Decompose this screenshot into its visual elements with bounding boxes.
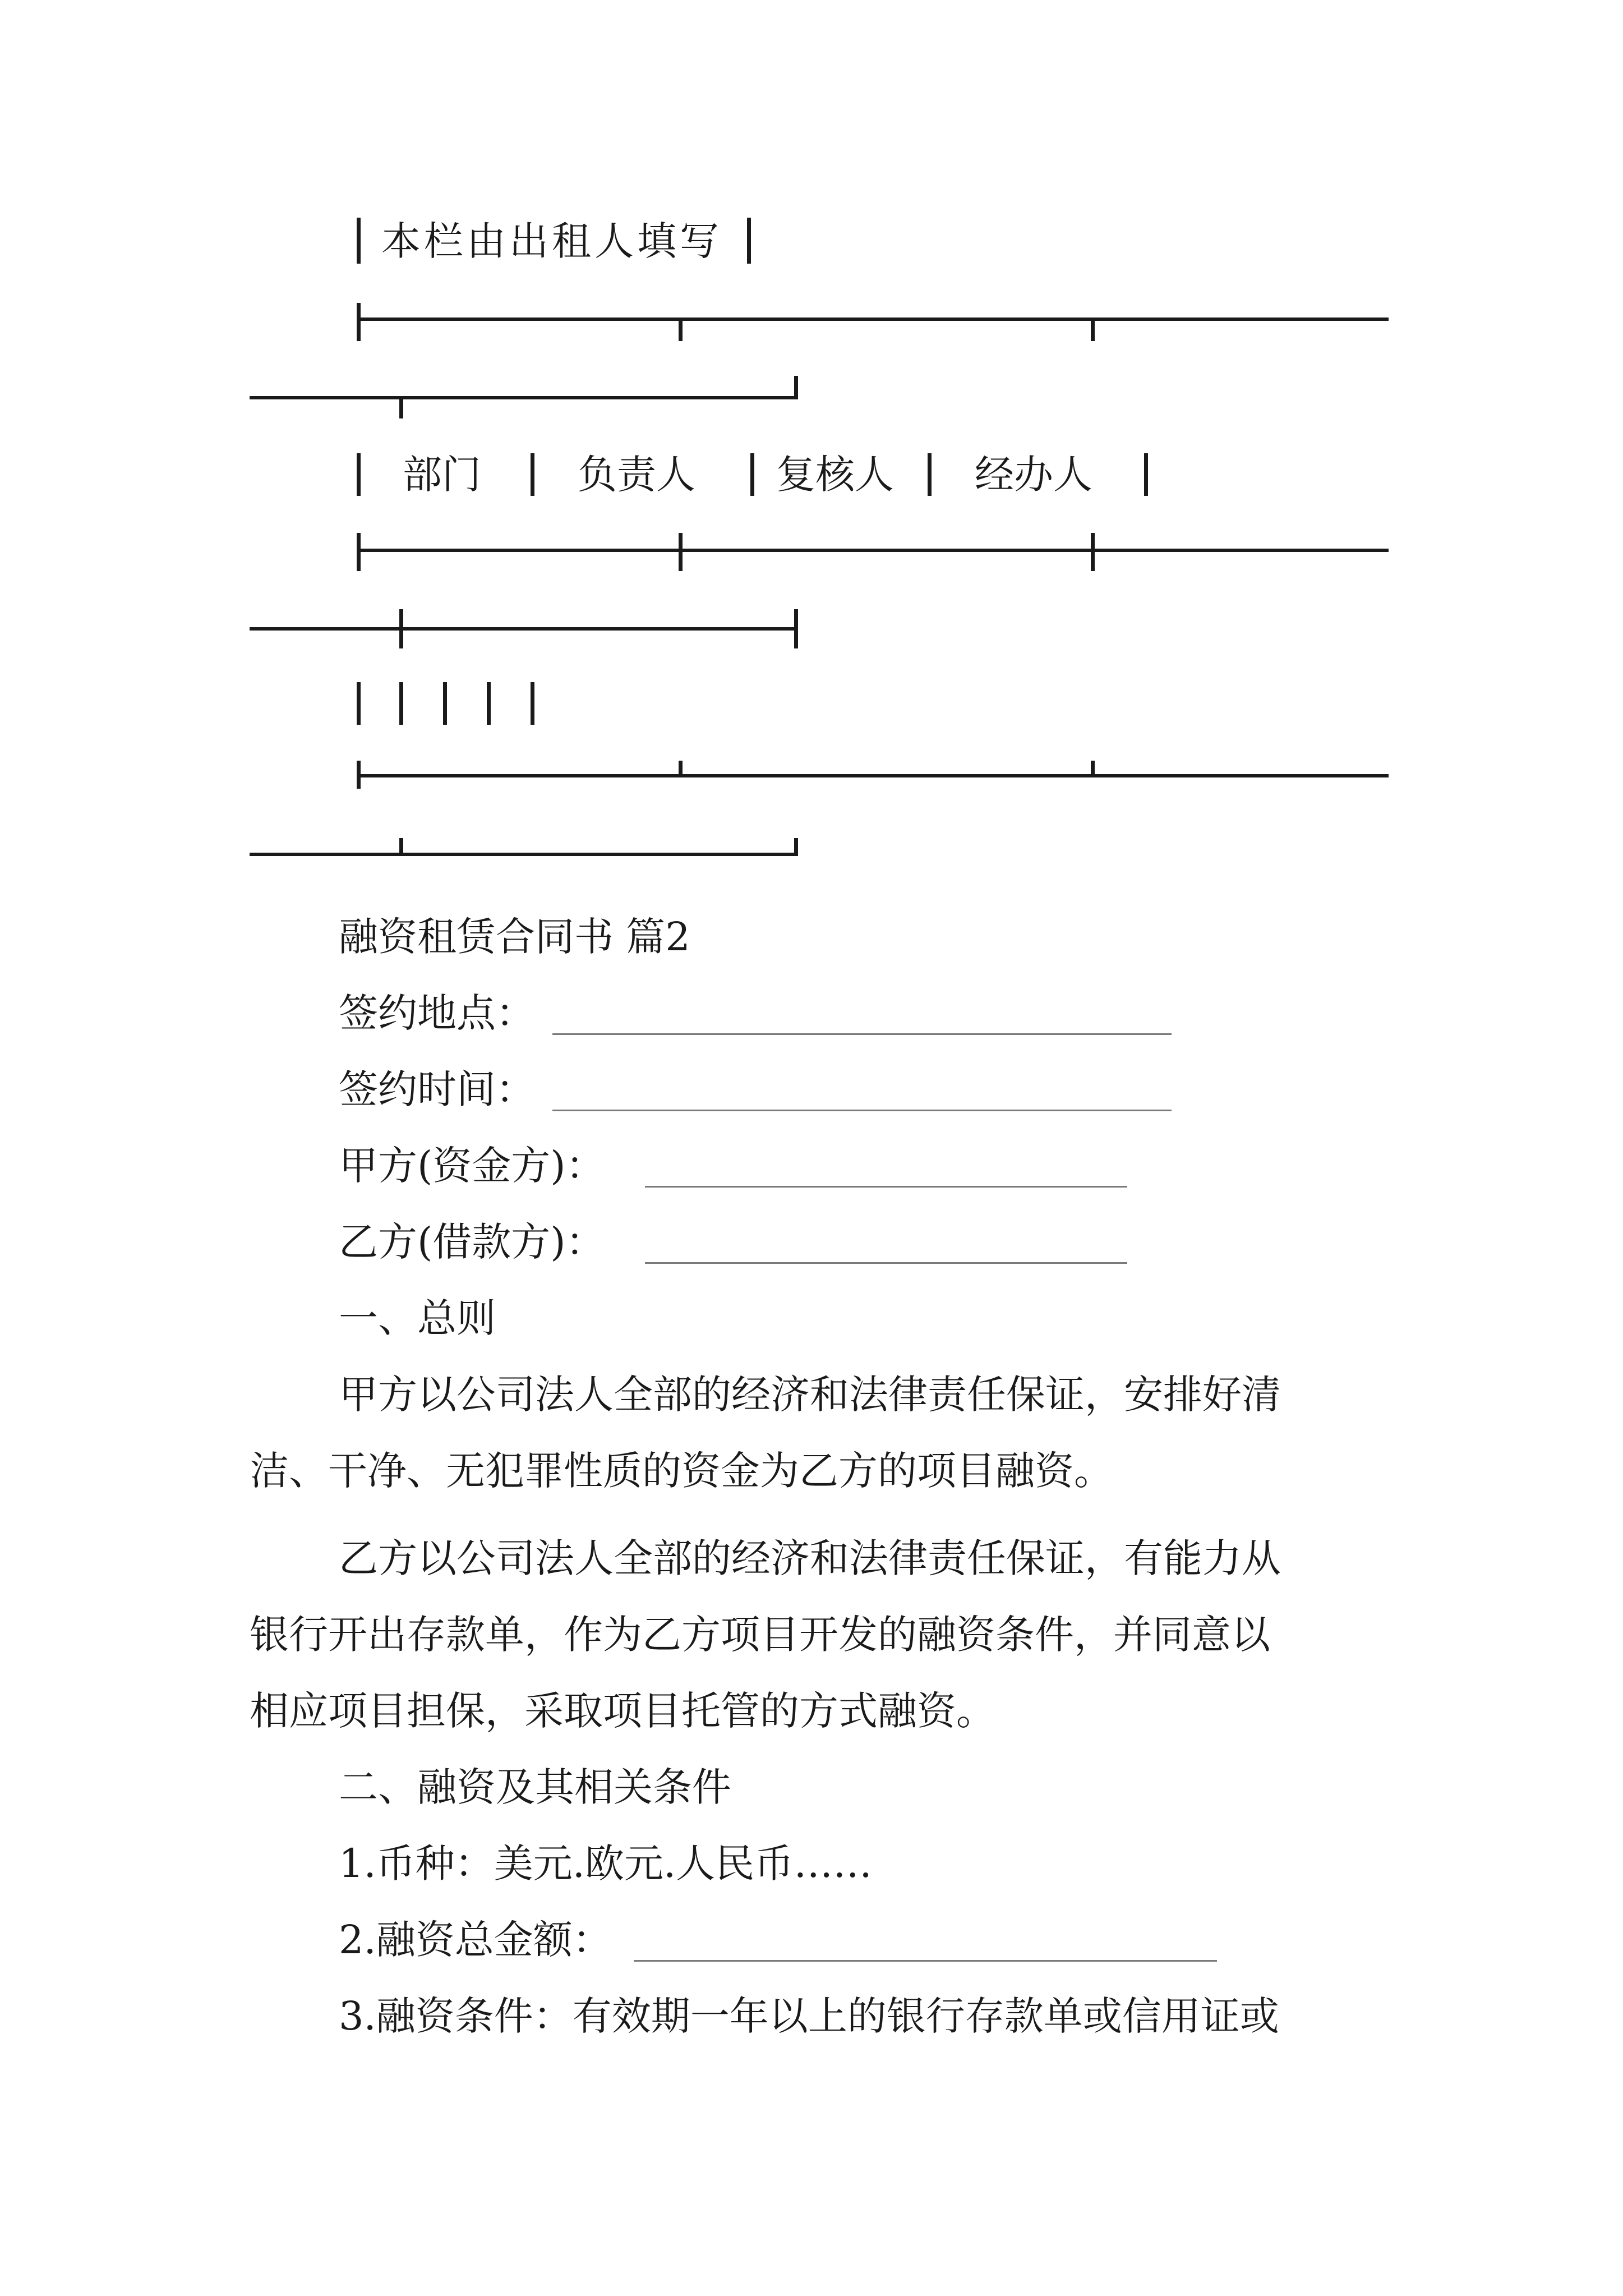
table-rule-tick bbox=[357, 303, 361, 341]
table-empty-cell-border bbox=[399, 682, 403, 725]
sign-time-blank bbox=[552, 1110, 1172, 1111]
table-rule-tick bbox=[794, 609, 798, 648]
table-col-border bbox=[531, 453, 534, 496]
table-col-border bbox=[357, 453, 361, 496]
table-border-right bbox=[747, 218, 751, 264]
table-empty-cell-border bbox=[487, 682, 491, 725]
table-rule-middle bbox=[357, 549, 1389, 552]
table-rule-tick bbox=[399, 609, 403, 648]
table-rule-tick bbox=[1091, 533, 1095, 571]
paragraph-2-line-2: 银行开出存款单，作为乙方项目开发的融资条件，并同意以 bbox=[250, 1612, 1270, 1658]
table-rule-tick bbox=[794, 376, 798, 399]
table-col-border bbox=[750, 453, 754, 496]
paragraph-2-line-3: 相应项目担保，采取项目托管的方式融资。 bbox=[250, 1688, 995, 1734]
table-rule-tick bbox=[357, 533, 361, 571]
table-rule-tick bbox=[679, 318, 683, 341]
table-rule-tick bbox=[679, 761, 683, 776]
sign-time-label: 签约时间： bbox=[339, 1066, 535, 1112]
table-col-reviewer: 复核人 bbox=[776, 452, 894, 498]
party-a-blank bbox=[645, 1186, 1127, 1188]
section-2-title: 二、融资及其相关条件 bbox=[339, 1764, 731, 1810]
section-1-title: 一、总则 bbox=[339, 1295, 496, 1341]
table-col-dept: 部门 bbox=[403, 452, 481, 498]
table-header-caption: 本栏由出租人填写 bbox=[381, 218, 722, 264]
table-rule-middle-continued bbox=[250, 627, 798, 631]
party-a-label: 甲方(资金方)： bbox=[339, 1143, 605, 1189]
paragraph-2-line-1: 乙方以公司法人全部的经济和法律责任保证，有能力从 bbox=[339, 1535, 1281, 1581]
table-col-handler: 经办人 bbox=[975, 452, 1092, 498]
table-rule-bottom bbox=[357, 774, 1389, 777]
table-col-manager: 负责人 bbox=[578, 452, 695, 498]
table-border-left bbox=[357, 218, 361, 264]
table-rule-tick bbox=[1091, 318, 1095, 341]
table-empty-cell-border bbox=[531, 682, 534, 725]
table-rule-tick bbox=[1091, 761, 1095, 776]
sign-place-label: 签约地点： bbox=[339, 990, 535, 1036]
table-rule-tick bbox=[794, 838, 798, 855]
table-rule-top bbox=[357, 318, 1389, 321]
table-empty-cell-border bbox=[443, 682, 447, 725]
item-2-amount-label: 2.融资总金额： bbox=[339, 1917, 612, 1963]
item-3-conditions: 3.融资条件：有效期一年以上的银行存款单或信用证或 bbox=[339, 1993, 1279, 2039]
table-rule-tick bbox=[399, 396, 403, 418]
table-rule-tick bbox=[399, 838, 403, 855]
table-rule-bottom-continued bbox=[250, 853, 798, 856]
item-2-amount-blank bbox=[634, 1960, 1217, 1962]
table-rule-top-continued bbox=[250, 396, 798, 399]
table-col-border bbox=[1144, 453, 1148, 496]
sign-place-blank bbox=[552, 1033, 1172, 1035]
party-b-blank bbox=[645, 1262, 1127, 1264]
table-rule-tick bbox=[679, 533, 683, 571]
document-heading: 融资租赁合同书 篇2 bbox=[339, 914, 690, 960]
party-b-label: 乙方(借款方)： bbox=[339, 1219, 605, 1265]
paragraph-1-line-2: 洁、干净、无犯罪性质的资金为乙方的项目融资。 bbox=[250, 1448, 1113, 1494]
table-empty-cell-border bbox=[357, 682, 361, 725]
table-col-border bbox=[928, 453, 932, 496]
paragraph-1-line-1: 甲方以公司法人全部的经济和法律责任保证，安排好清 bbox=[339, 1372, 1281, 1418]
item-1-currency: 1.币种：美元.欧元.人民币…… bbox=[339, 1841, 873, 1887]
